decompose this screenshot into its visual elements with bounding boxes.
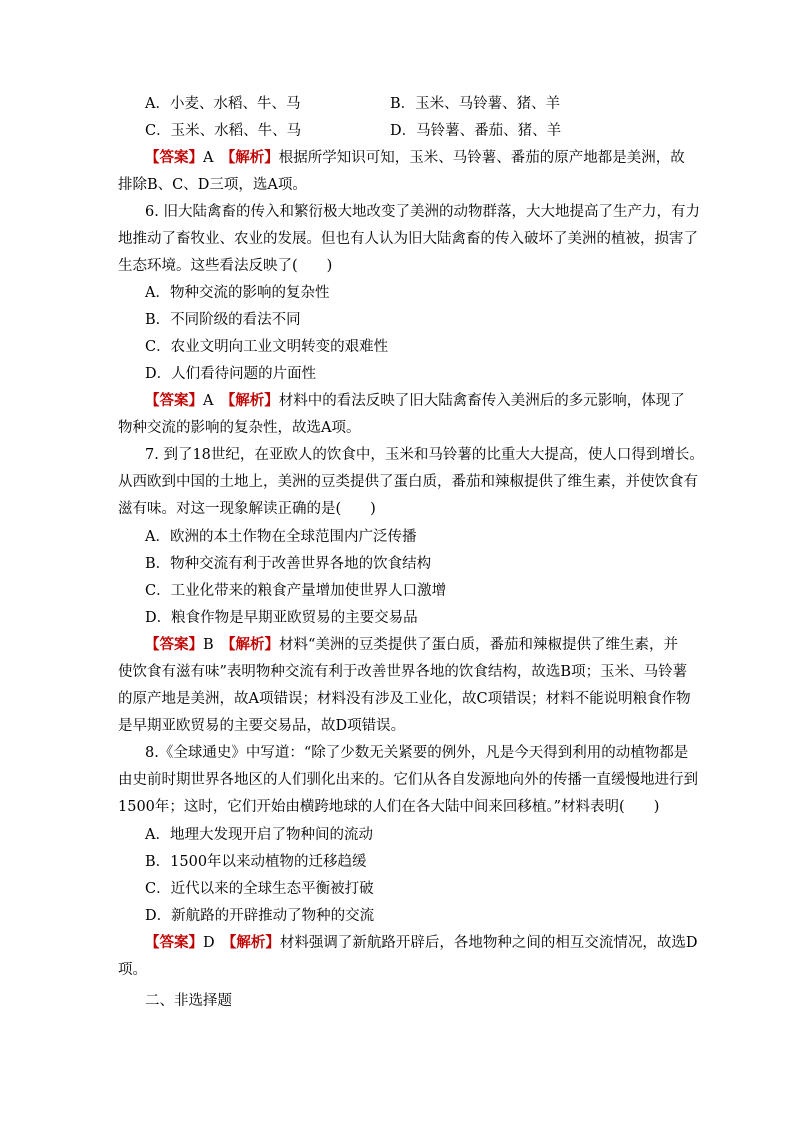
q5-option-b: B．玉米、马铃薯、猪、羊 — [390, 96, 561, 112]
answer-tag: 【答案】 — [145, 934, 203, 951]
q5-analysis-line2: 排除B、C、D三项，选A项。 — [118, 177, 307, 193]
q5-answer-line1 — [145, 148, 685, 168]
q6-option-c: C．农业文明向工业文明转变的艰难性 — [145, 339, 389, 355]
q7-option-d: D．粮食作物是早期亚欧贸易的主要交易品 — [145, 610, 418, 626]
q8-option-d: D．新航路的开辟推动了物种的交流 — [145, 908, 375, 924]
analysis-tag: 【解析】 — [229, 934, 280, 951]
q6-option-a: A．物种交流的影响的复杂性 — [145, 285, 330, 301]
q6-answer-line1 — [145, 391, 685, 411]
q7-option-a: A．欧洲的本土作物在全球范围内广泛传播 — [145, 529, 417, 545]
q8-analysis-text-1: 材料强调了新航路开辟后，各地物种之间的相互交流情况，故选D — [279, 935, 698, 951]
section-heading-non-choice: 二、非选择题 — [145, 993, 232, 1009]
q8-option-a: A．地理大发现开启了物种间的流动 — [145, 827, 373, 843]
q7-stem-line2: 从西欧到中国的土地上，美洲的豆类提供了蛋白质，番茄和辣椒提供了维生素，并使饮食有 — [118, 474, 698, 490]
q6-analysis-text-1: 材料中的看法反映了旧大陆禽畜传入美洲后的多元影响，体现了 — [278, 393, 685, 409]
q7-option-b: B．物种交流有利于改善世界各地的饮食结构 — [145, 556, 432, 572]
q8-option-b: B．1500年以来动植物的迁移趋缓 — [145, 854, 367, 870]
q5-option-d: D．马铃薯、番茄、猪、羊 — [390, 123, 562, 139]
q7-stem-line1: 7. 到了18世纪，在亚欧人的饮食中，玉米和马铃薯的比重大大提高，使人口得到增长。 — [145, 447, 704, 463]
q8-answer: D — [203, 935, 215, 951]
q6-stem-line1: 6. 旧大陆禽畜的传入和繁衍极大地改变了美洲的动物群落，大大地提高了生产力，有力 — [145, 204, 700, 220]
q8-stem-line2: 由史前时期世界各地区的人们驯化出来的。它们从各自发源地向外的传播一直缓慢地进行到 — [118, 772, 698, 788]
q6-stem-line2: 地推动了畜牧业、农业的发展。但也有人认为旧大陆禽畜的传入破坏了美洲的植被，损害了 — [118, 231, 698, 247]
q8-answer-line1 — [145, 933, 698, 953]
q6-option-b: B．不同阶级的看法不同 — [145, 312, 301, 328]
q7-answer-line1 — [145, 635, 678, 655]
q5-option-c: C．玉米、水稻、牛、马 — [145, 123, 302, 139]
answer-tag: 【答案】 — [145, 149, 203, 166]
analysis-tag: 【解析】 — [227, 149, 279, 166]
q7-option-c: C．工业化带来的粮食产量增加使世界人口激增 — [145, 583, 447, 599]
q7-answer: B — [203, 637, 214, 653]
q7-analysis-line4: 是早期亚欧贸易的主要交易品，故D项错误。 — [118, 718, 406, 734]
q7-analysis-text-1: 材料“美洲的豆类提供了蛋白质，番茄和辣椒提供了维生素，并 — [278, 637, 679, 653]
analysis-tag: 【解析】 — [227, 392, 279, 409]
q6-option-d: D．人们看待问题的片面性 — [145, 366, 317, 382]
q7-analysis-line2: 使饮食有滋有味”表明物种交流有利于改善世界各地的饮食结构，故选B项；玉米、马铃薯 — [118, 664, 688, 680]
q8-stem-line1: 8.《全球通史》中写道：“除了少数无关紧要的例外，凡是今天得到利用的动植物都是 — [145, 745, 689, 761]
analysis-tag: 【解析】 — [228, 636, 279, 653]
q8-option-c: C．近代以来的全球生态平衡被打破 — [145, 881, 374, 897]
q5-answer: A — [203, 150, 214, 166]
answer-tag: 【答案】 — [145, 392, 203, 409]
q7-analysis-line3: 的原产地是美洲，故A项错误；材料没有涉及工业化，故C项错误；材料不能说明粮食作物 — [118, 691, 691, 707]
q8-analysis-line2: 项。 — [118, 962, 147, 978]
q8-stem-line3: 1500年；这时，它们开始由横跨地球的人们在各大陆中间来回移植。”材料表明( ) — [118, 799, 660, 815]
answer-tag: 【答案】 — [145, 636, 204, 653]
q5-option-a: A．小麦、水稻、牛、马 — [145, 96, 301, 112]
q5-analysis-text-1: 根据所学知识可知，玉米、马铃薯、番茄的原产地都是美洲，故 — [278, 150, 685, 166]
q6-analysis-line2: 物种交流的影响的复杂性，故选A项。 — [118, 420, 361, 436]
q6-answer: A — [203, 393, 214, 409]
q6-stem-line3: 生态环境。这些看法反映了( ) — [118, 258, 333, 274]
q7-stem-line3: 滋有味。对这一现象解读正确的是( ) — [118, 501, 376, 517]
